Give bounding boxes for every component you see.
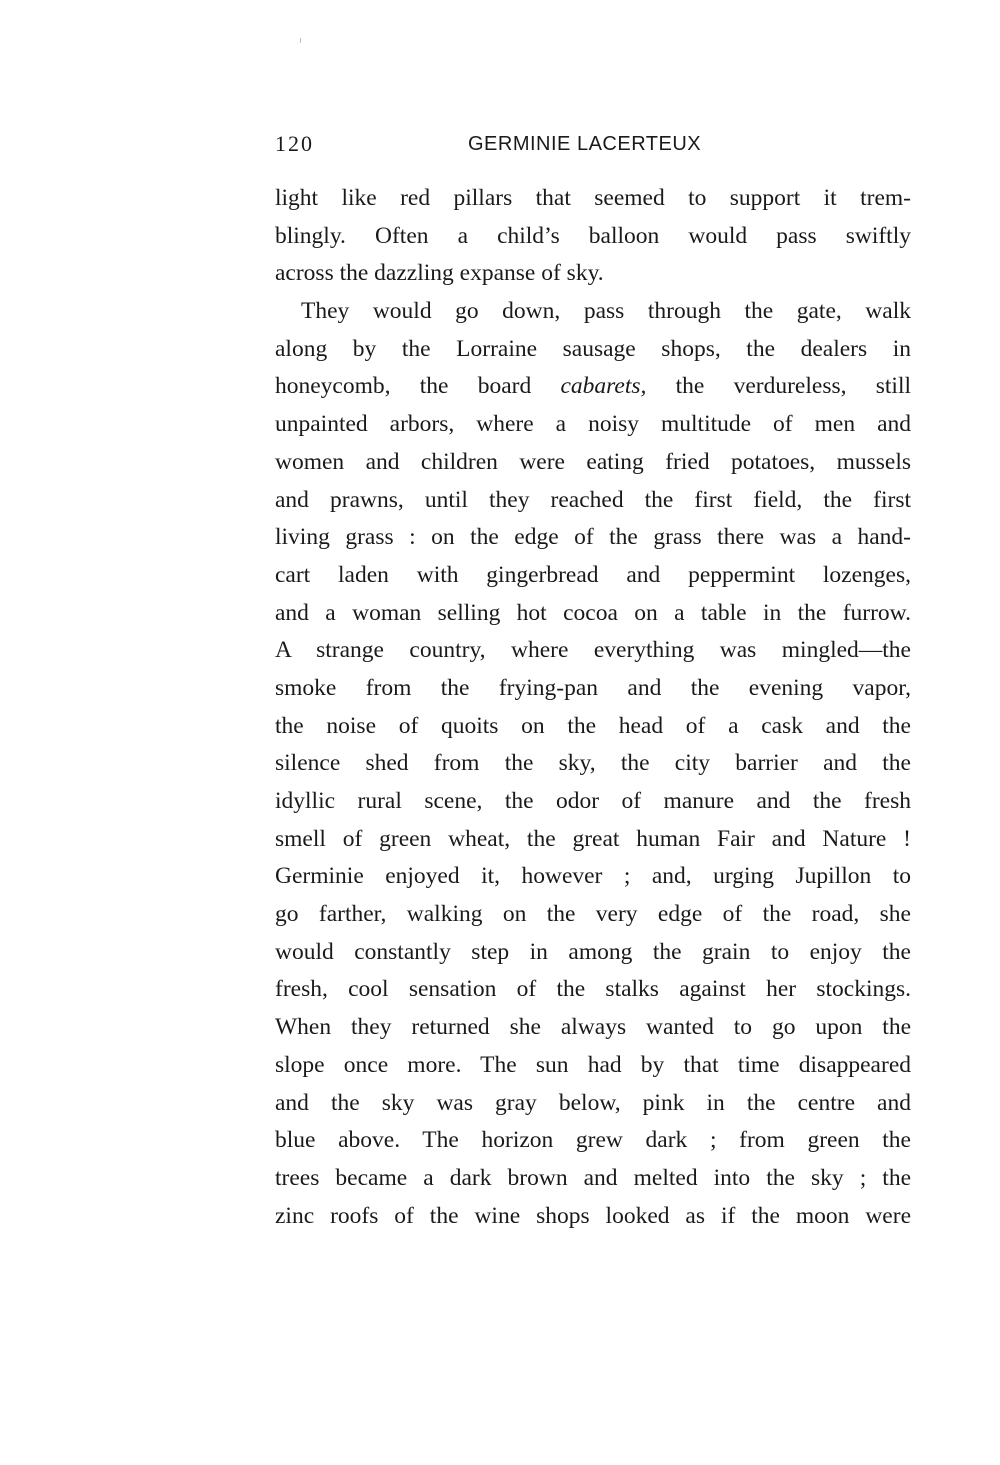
text-line: They would go down, pass through the gate, walk xyxy=(301,298,911,325)
paragraph-2 xyxy=(275,293,911,1235)
body-text xyxy=(275,180,911,1235)
text-line: the noise of quoits on the head of a cask and the xyxy=(275,712,911,739)
text-line: light like red pillars that seemed to support it trem- xyxy=(275,185,911,211)
text-line: idyllic rural scene, the odor of manure and the fresh xyxy=(275,788,911,814)
text-line: smoke from the frying-pan and the evening vapor, xyxy=(275,674,911,701)
text-line: blue above. The horizon grew dark ; from green the xyxy=(275,1127,911,1154)
text-line: go farther, walking on the very edge of the road, she xyxy=(275,901,911,928)
text-line: unpainted arbors, where a noisy multitude of men and xyxy=(275,411,911,438)
text-line: fresh, cool sensation of the stalks against her stockings. xyxy=(275,976,911,1003)
text-line: When they returned she always wanted to go upon the xyxy=(275,1014,911,1041)
paragraph-1 xyxy=(275,180,911,293)
italic-word: cabarets, xyxy=(560,373,647,400)
text-line: smell of green wheat, the great human Fair and Nature ! xyxy=(275,825,911,852)
text-line: silence shed from the sky, the city barrier and the xyxy=(275,750,911,777)
text-line: would constantly step in among the grain to enjoy the xyxy=(275,938,911,965)
text-line: and a woman selling hot cocoa on a table in the furrow. xyxy=(275,599,911,626)
text-line: along by the Lorraine sausage shops, the dealers in xyxy=(275,335,911,362)
text-line: and prawns, until they reached the first field, the first xyxy=(275,486,911,513)
text-line: and the sky was gray below, pink in the centre and xyxy=(275,1089,911,1116)
text-line: zinc roofs of the wine shops looked as if the moon were xyxy=(275,1202,911,1229)
running-title: GERMINIE LACERTEUX xyxy=(468,133,702,155)
text-line: trees became a dark brown and melted into the sky ; the xyxy=(275,1164,911,1191)
text-line: across the dazzling expanse of sky. xyxy=(275,260,604,287)
text-line: cart laden with gingerbread and peppermint lozenges, xyxy=(275,561,911,588)
text-line: honeycomb, the board cabarets, the verdureless, still xyxy=(275,373,911,400)
page-number: 120 xyxy=(275,131,314,156)
text-line: living grass : on the edge of the grass there was a hand- xyxy=(275,524,911,551)
running-head xyxy=(275,128,911,160)
text-line: A strange country, where everything was mingled—the xyxy=(275,637,911,664)
text-line: Germinie enjoyed it, however ; and, urging Jupillon to xyxy=(275,863,911,890)
text-line: blingly. Often a child’s balloon would pass swiftly xyxy=(275,222,911,249)
text-line: slope once more. The sun had by that time disappeared xyxy=(275,1051,911,1078)
text-line: women and children were eating fried potatoes, mussels xyxy=(275,448,911,475)
scan-mark xyxy=(300,38,301,43)
